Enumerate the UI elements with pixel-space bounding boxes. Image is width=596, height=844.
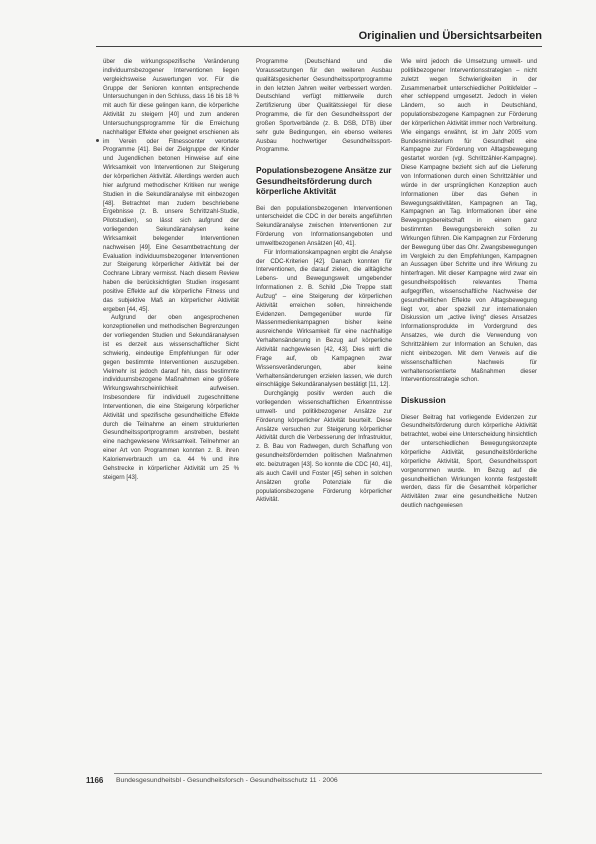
- journal-citation: Bundesgesundheitsbl - Gesundheitsforsch - Gesundheitsschutz 11 · 2006: [116, 777, 338, 784]
- paragraph: über die wirkungsspezifische Veränderung individuumsbezogener Interventionen liegen vergleichsweise Auswertungen vor. Für die Gruppe der Senioren konnten entsprechende Untersuchungen in den Schluss, dass 16 bis 18 % mit auch für diese gelingen kann, die körperliche Aktivität zu steigern [40] und zum anderen Untersuchungsprogramme für die Erreichung nachhaltiger Effekte eher geeignet erschienen als im Verein oder Fitnesscenter verortete Programme [41]. Bei der Zielgruppe der Kinder und Jugendlichen betonen Hinweise auf eine Wirksamkeit von Interventionen zur Steigerung der körperlichen Aktivität. Allerdings werden auch hier aufgrund methodischer Kritiken nur wenige Studien in die Sekundäranalyse mit einbezogen [48]. Betrachtet man zudem beschriebene Ergebnisse (z. B. unsere Schrittzahl-Studie, Pilotstudien), so lässt sich aufgrund der vorliegenden Sekundäranalysen keine Wirksamkeit belegender Interventionen nachweisen [49]. Eine Gesamtbetrachtung der Evaluation individuumsbezogener Interventionen zur Steigerung körperlicher Aktivität bei der Cochrane Library vermisst. Nach diesem Review haben die berücksichtigten Studien insgesamt positive Effekte auf die körperliche Fitness und das subjektive Maß an körperlicher Aktivität ergeben [44, 45].: [103, 58, 239, 313]
- header-rule: [96, 46, 542, 47]
- paragraph: Dieser Beitrag hat vorliegende Evidenzen zur Gesundheitsförderung durch körperliche Aktivität betrachtet, wobei eine Unterscheidung hinsichtlich der unterschiedlichen Bewegungskonzepte körperliche Aktivität, gesundheitsförderliche körperliche Aktivität, Sport, Gesundheitssport vorgenommen wurde. Im Bezug auf die gesundheitlichen Wirkungen konnte festgestellt werden, dass für die Gesamtheit körperlicher Aktivitäten zwar eine gesundheitliche Nutzen deutlich nachgewiesen: [401, 413, 537, 510]
- paragraph: Bei den populationsbezogenen Interventionen unterscheidet die CDC in der bereits angeführten Sekundäranalyse zwischen Interventionen zur Förderung von Informationsangeboten und umweltbezogenen Ansätzen [40, 41].: [256, 204, 392, 247]
- paragraph: Für Informationskampagnen ergibt die Analyse der CDC-Kriterien [42]. Danach konnten für Interventionen, die darauf zielen, die alltägliche Lebens- und Bewegungswelt umgebender Informationen z. B. Schild „Die Treppe statt Aufzug“ – eine Steigerung der körperlichen Aktivität erreichen sollen, hinreichende Evidenzen. Demgegenüber wurde für Massenmedienkampagnen bisher keine ausreichende Wirksamkeit für eine nachhaltige Verhaltensänderung in Bezug auf körperliche Aktivität nachgewiesen [42, 43]. Dies wirft die Frage auf, ob Kampagnen zwar Wissensveränderungen, aber keine Verhaltensänderungen erzielen lassen, wie durch einschlägige Sekundäranalysen bestätigt [11, 12].: [256, 248, 392, 389]
- running-header: [96, 30, 542, 48]
- margin-bullet: [96, 139, 99, 142]
- paragraph: Durchgängig positiv werden auch die vorliegenden wissenschaftlichen Erkenntnisse umwelt- und politikbezogener Ansätze zur Förderung körperlicher Aktivität beurteilt. Diese Ansätze versuchen zur Steigerung körperlicher Aktivität durch die Verbesserung der Infrastruktur, z. B. Bau von Radwegen, durch Schaffung von gesundheitsfördernden politischen Maßnahmen etc. beizutragen [43]. So konnte die CDC [40, 41], als auch Cavill und Foster [45] sehen in solchen Ansätzen große Potenziale für die populationsbezogene Förderung körperlicher Aktivität.: [256, 390, 392, 504]
- paragraph: Aufgrund der oben angesprochenen konzeptionellen und methodischen Begrenzungen der vorliegenden Studien und Sekundäranalysen ist es derzeit aus wissenschaftlicher Sicht schwierig, eindeutige Empfehlungen für oder gegen bestimmte Interventionen auszugeben. Vielmehr ist jedoch darauf hin, dass bestimmte individuumsbezogene Maßnahmen eine größere Wirkungswahrscheinlichkeit aufweisen. Insbesondere für individuell zugeschnittene Interventionen, die eine Steigerung körperlicher Aktivität und spezifische gesundheitliche Effekte durch die Teilnahme an einem strukturierten Gesundheitssportprogramm anstreben, besteht eine nachgewiesene Wirksamkeit. Teilnehmer an einer Art von Programmen konnten z. B. ihren Kalorienverbrauch um ca. 44 % und ihre Gehstrecke in körperlicher Aktivität um 25 % steigern [43].: [103, 314, 239, 481]
- page-footer: [86, 776, 542, 788]
- paragraph: Wie wird jedoch die Umsetzung umwelt- und politikbezogener Interventionsstrategien – nicht zuletzt wegen Schwierigkeiten in der Zusammenarbeit unterschiedlicher Politikfelder – eher schleppend umgesetzt. Jedoch in vielen Ländern, so auch in Deutschland, populationsbezogene Kampagnen zur Förderung der körperlichen Aktivität immer noch Verbreitung. Wie eingangs erwähnt, ist im Jahr 2005 vom Bundesministerium für Gesundheit eine Kampagne zur Förderung von Alltagsbewegung gestartet worden (vgl. Schrittzähler-Kampagne). Diese Kampagne bezieht sich auf die Lieferung von Informationen durch einen Schrittzähler und würde in der ursprünglichen Konzeption auch Informationen über das Gehen in Bewegungsaktivitäten, Kampagnen an Tag, Kampagnen an Tag. Informationen über eine Bewegungsbereitschaft in einem ganz bestimmten Bewegungsbereich sollen zu Wirkungen führen. Die Kampagnen zur Förderung der Bewegung über das Ohr. Zwangsbewegungen im Vergleich zu den Empfehlungen, Kampagnen an Aussagen über Schritte und ihre Wirkung zu hinterfragen. Mit dieser Kampagne wird zwar ein gesundheitspolitisch relevantes Thema aufgegriffen, wissenschaftliche Nachweise der gesundheitlichen Effekte von Alltagsbewegung liegt vor, aber speziell zur internationalen Diskussion um „active living“ dieses Ansatzes Informationsprodukte im Vordergrund des Ansatzes, wie durch die Verwendung von Schrittzählern zur Information an Schulen, das nicht einbezogen. Mit dem Verweis auf die wissenschaftlichen Nachweis für verhaltensorientierte Maßnahmen dieser Interventionsstrategie schon.: [401, 58, 537, 384]
- text-column-1: [103, 58, 239, 483]
- section-title: Originalien und Übersichtsarbeiten: [358, 30, 542, 42]
- paragraph: Programme (Deutschland und die Voraussetzungen für den weiteren Ausbau qualitätsgesicherter Gesundheitssportprogramme in den letzten Jahren weiter verbessert worden. Deutschland verfügt mittlerweile durch Zertifizierung über Qualitätssiegel für diese Programme, die für den Gesundheitssport der großen Sportverbände (z. B. DSB, DTB) über sehr gute Bedingungen, ein ebenso weiteres Ausbau hochwertiger Gesundheitssport-Programme.: [256, 58, 392, 154]
- text-column-3: [401, 58, 537, 511]
- section-heading: Diskussion: [401, 395, 446, 406]
- footer-rule: [114, 773, 542, 774]
- text-column-2: [256, 58, 392, 505]
- page-number: 1166: [86, 776, 104, 785]
- section-heading: Populationsbezogene Ansätze zur Gesundheitsförderung durch körperliche Aktivität: [256, 165, 392, 197]
